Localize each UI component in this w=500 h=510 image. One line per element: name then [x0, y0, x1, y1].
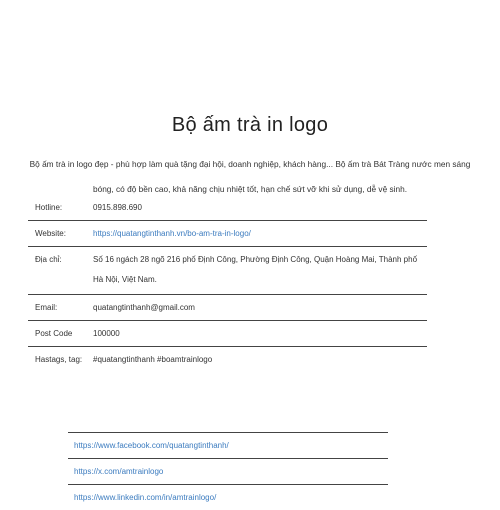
- hashtags-label: Hastags, tag:: [35, 355, 83, 364]
- website-label: Website:: [35, 229, 66, 238]
- postcode-value: 100000: [93, 329, 120, 338]
- facebook-link[interactable]: https://www.facebook.com/quatangtinthanh/: [68, 433, 388, 459]
- table-row: [28, 221, 427, 247]
- email-label: Email:: [35, 303, 58, 312]
- table-row: [28, 196, 427, 221]
- address-label: Địa chỉ:: [35, 255, 62, 264]
- page-title: Bộ ấm trà in logo: [171, 114, 329, 136]
- table-row: [28, 247, 427, 295]
- table-row: [28, 321, 427, 347]
- x-link[interactable]: https://x.com/amtrainlogo: [68, 459, 388, 485]
- linkedin-link[interactable]: https://www.linkedin.com/in/amtrainlogo/: [74, 493, 217, 502]
- table-row: [28, 295, 427, 321]
- email-value: quatangtinthanh@gmail.com: [93, 303, 195, 312]
- page-description: Bộ ấm trà in logo đẹp - phù hợp làm quà tặng đại hội, doanh nghiệp, khách hàng... Bộ ấm trà Bát Tràng nước men sáng bóng, có độ bền cao, khả năng chịu nhiệt tốt, hạn chế sứt vỡ khi sử dụng, dễ vệ sinh.: [29, 159, 471, 194]
- hotline-value: 0915.898.690: [93, 203, 142, 212]
- hashtags-value: #quatangtinthanh #boamtrainlogo: [93, 355, 213, 364]
- address-value: Số 16 ngách 28 ngõ 216 phố Định Công, Phường Định Công, Quận Hoàng Mai, Thành phố Hà Nội, Việt Nam.: [93, 255, 418, 284]
- contact-info-table: [28, 196, 427, 370]
- hotline-label: Hotline:: [35, 203, 63, 212]
- postcode-label: Post Code: [35, 329, 73, 338]
- table-row: [28, 347, 427, 371]
- website-link[interactable]: https://quatangtinthanh.vn/bo-am-tra-in-logo/: [93, 229, 251, 238]
- social-links-list: [68, 432, 388, 510]
